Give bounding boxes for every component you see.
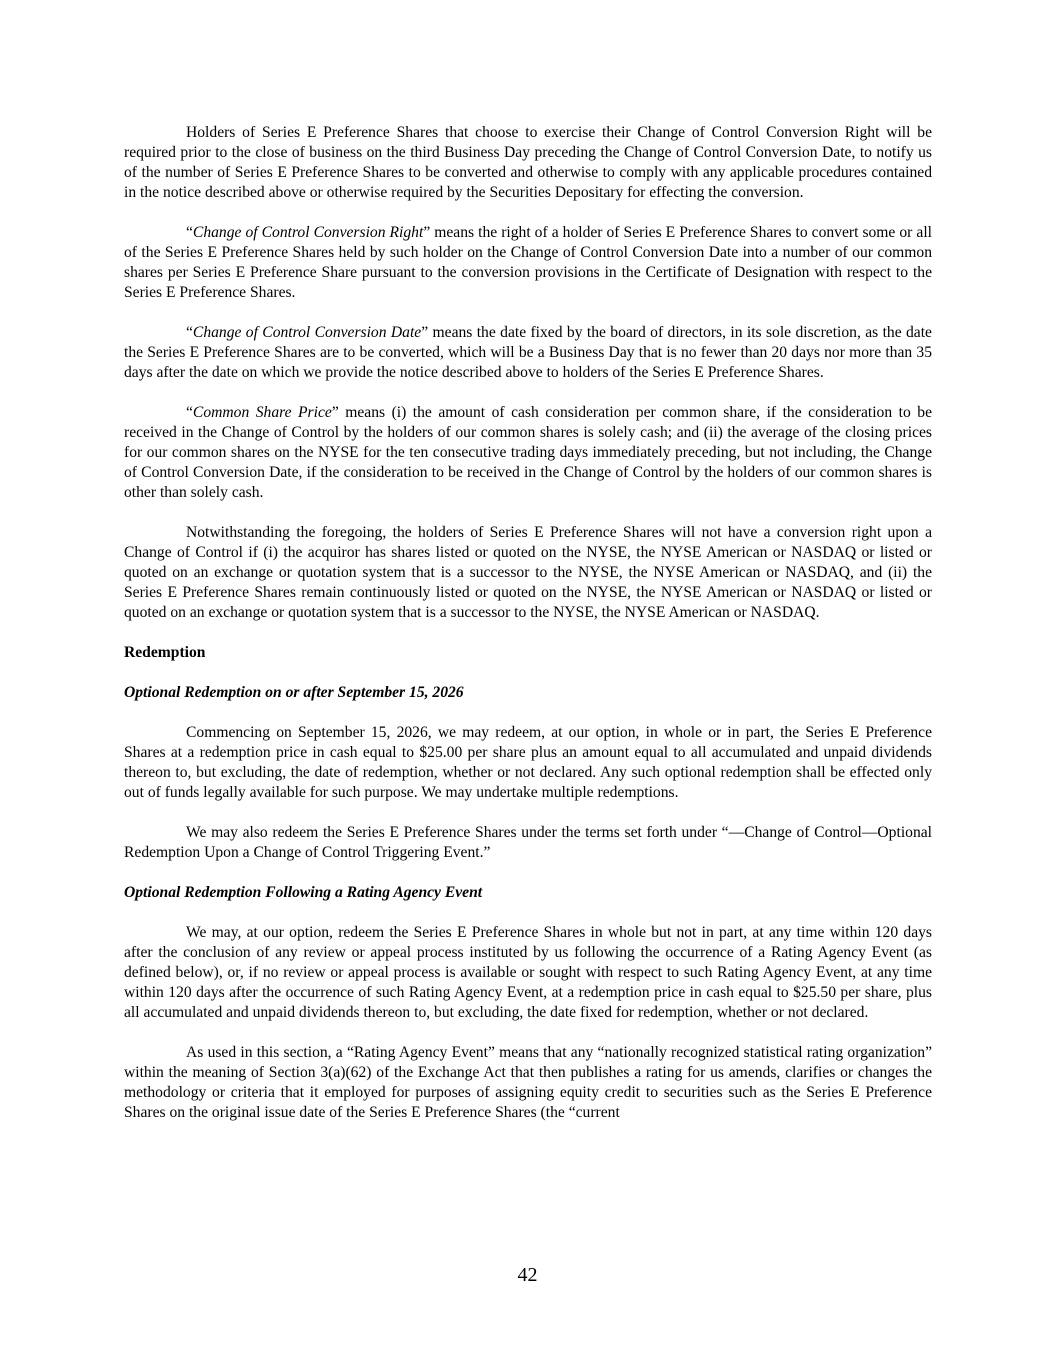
page-number: 42 [517, 1264, 538, 1286]
definition-text: ” means the date fixed by the board of directors, in its sole discretion, as the date the Series E Preference Shares are to be converted, which will be a Business Day that is no fewer than 20 days nor more than 35 days after the date on which we provide the notice described above to holders of the Series E Preference Shares. [124, 324, 932, 381]
subheading-optional-redemption-date: Optional Redemption on or after September 15, 2026 [124, 684, 464, 701]
paragraph-rating-agency-event: As used in this section, a “Rating Agency Event” means that any “nationally recognized statistical rating organization” within the meaning of Section 3(a)(62) of the Exchange Act that then publishes a rating for us amends, clarifies or changes the methodology or criteria that it employed for purposes of assigning equity credit to securities such as the Series E Preference Shares on the original issue date of the Series E Preference Shares (the “current [124, 1044, 932, 1121]
definition-text: ” means (i) the amount of cash consideration per common share, if the consideration to be received in the Change of Control by the holders of our common shares is solely cash; and (ii) the average of the closing prices for our common shares on the NYSE for the ten consecutive trading days immediately preceding, but not including, the Change of Control Conversion Date, if the consideration to be received in the Change of Control by the holders of our common shares is other than solely cash. [124, 404, 932, 501]
document-page [124, 123, 932, 1143]
paragraph-notwithstanding: Notwithstanding the foregoing, the holders of Series E Preference Shares will not have a conversion right upon a Change of Control if (i) the acquiror has shares listed or quoted on the NYSE, the NYSE American or NASDAQ or listed or quoted on an exchange or quotation system that is a successor to the NYSE, the NYSE American or NASDAQ, and (ii) the Series E Preference Shares remain continuously listed or quoted on the NYSE, the NYSE American or NASDAQ or listed or quoted on an exchange or quotation system that is a successor to the NYSE, the NYSE American or NASDAQ. [124, 524, 932, 621]
open-quote: “ [186, 324, 193, 341]
defined-term: Change of Control Conversion Date [192, 324, 422, 341]
open-quote: “ [186, 224, 193, 241]
paragraph-conversion-notice: Holders of Series E Preference Shares that choose to exercise their Change of Control Conversion Right will be required prior to the close of business on the third Business Day preceding the Change of Control Conversion Date, to notify us of the number of Series E Preference Shares to be converted and otherwise to comply with any applicable procedures contained in the notice described above or otherwise required by the Securities Depositary for effecting the conversion. [124, 124, 932, 201]
subheading-optional-redemption-rating: Optional Redemption Following a Rating Agency Event [124, 884, 483, 901]
paragraph-conversion-date-definition [124, 323, 932, 383]
section-heading-redemption: Redemption [124, 644, 206, 661]
paragraph-common-share-price-definition [124, 403, 932, 503]
defined-term: Common Share Price [192, 404, 332, 421]
paragraph-commencing-redemption: Commencing on September 15, 2026, we may redeem, at our option, in whole or in part, the Series E Preference Shares at a redemption price in cash equal to $25.00 per share plus an amount equal to all accumulated and unpaid dividends thereon to, but excluding, the date of redemption, whether or not declared. Any such optional redemption shall be effected only out of funds legally available for such purpose. We may undertake multiple redemptions. [124, 724, 932, 801]
paragraph-also-redeem: We may also redeem the Series E Preference Shares under the terms set forth under “—Change of Control—Optional Redemption Upon a Change of Control Triggering Event.” [124, 824, 932, 861]
paragraph-conversion-right-definition [124, 223, 932, 303]
open-quote: “ [186, 404, 193, 421]
definition-text: ” means the right of a holder of Series E Preference Shares to convert some or all of the Series E Preference Shares held by such holder on the Change of Control Conversion Date into a number of our common shares per Series E Preference Share pursuant to the conversion provisions in the Certificate of Designation with respect to the Series E Preference Shares. [124, 224, 932, 301]
paragraph-rating-redemption: We may, at our option, redeem the Series E Preference Shares in whole but not in part, at any time within 120 days after the conclusion of any review or appeal process instituted by us following the occurrence of a Rating Agency Event (as defined below), or, if no review or appeal process is available or sought with respect to such Rating Agency Event, at any time within 120 days after the occurrence of such Rating Agency Event, at a redemption price in cash equal to $25.50 per share, plus all accumulated and unpaid dividends thereon to, but excluding, the date fixed for redemption, whether or not declared. [124, 924, 932, 1021]
defined-term: Change of Control Conversion Right [192, 224, 424, 241]
